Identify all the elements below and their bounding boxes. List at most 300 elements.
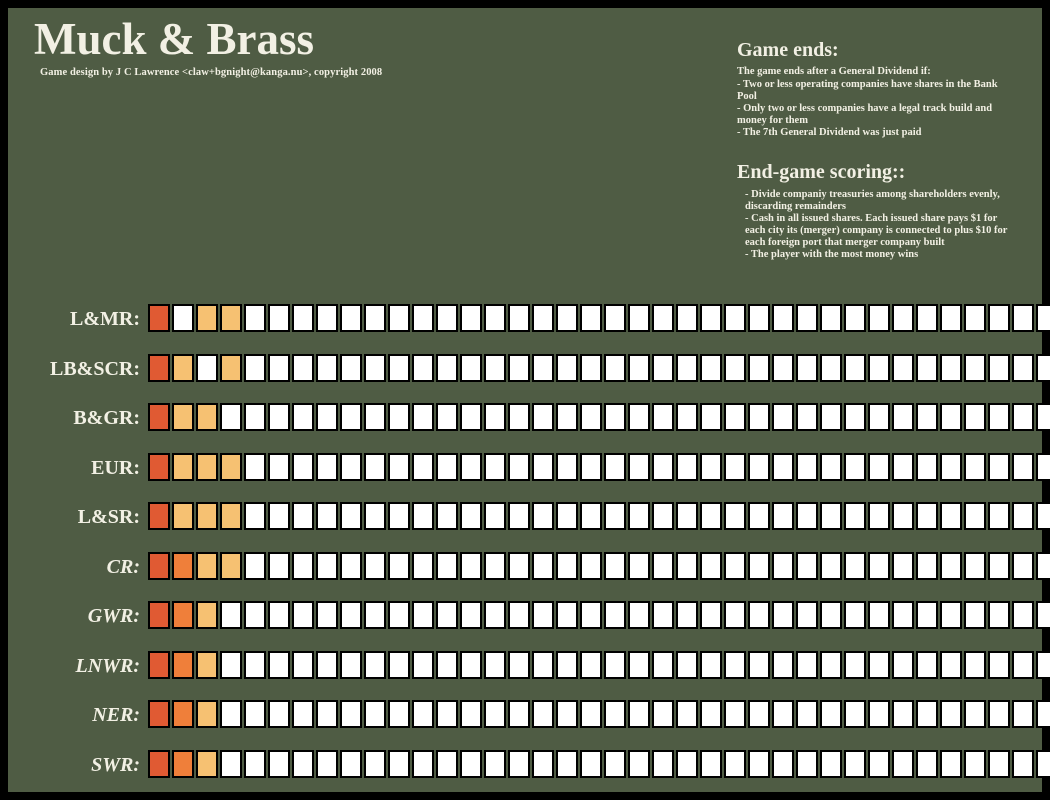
share-cell[interactable] — [436, 354, 458, 382]
share-cell[interactable] — [892, 700, 914, 728]
share-cell[interactable] — [484, 601, 506, 629]
share-cell[interactable] — [772, 354, 794, 382]
share-cell[interactable] — [988, 700, 1010, 728]
share-cell[interactable] — [580, 502, 602, 530]
share-cell[interactable] — [508, 552, 530, 580]
share-cell[interactable] — [940, 354, 962, 382]
share-cell[interactable] — [364, 304, 386, 332]
share-cell[interactable] — [700, 453, 722, 481]
share-cell[interactable] — [484, 750, 506, 778]
share-cell[interactable] — [988, 552, 1010, 580]
share-cell[interactable] — [268, 403, 290, 431]
share-cell[interactable] — [1012, 354, 1034, 382]
share-cell[interactable] — [772, 601, 794, 629]
share-cell[interactable] — [436, 700, 458, 728]
share-cell[interactable] — [292, 403, 314, 431]
share-cell[interactable] — [220, 552, 242, 580]
share-cell[interactable] — [748, 750, 770, 778]
share-cell[interactable] — [748, 403, 770, 431]
share-cell[interactable] — [820, 403, 842, 431]
share-cell[interactable] — [412, 403, 434, 431]
share-cell[interactable] — [628, 651, 650, 679]
share-cell[interactable] — [700, 304, 722, 332]
share-cell[interactable] — [892, 453, 914, 481]
share-cell[interactable] — [868, 453, 890, 481]
share-cell[interactable] — [364, 403, 386, 431]
share-cell[interactable] — [292, 700, 314, 728]
share-cell[interactable] — [820, 750, 842, 778]
share-cell[interactable] — [676, 601, 698, 629]
share-cell[interactable] — [460, 403, 482, 431]
share-cell[interactable] — [244, 304, 266, 332]
share-cell[interactable] — [580, 552, 602, 580]
share-cell[interactable] — [220, 700, 242, 728]
share-cell[interactable] — [628, 552, 650, 580]
share-cell[interactable] — [844, 304, 866, 332]
share-cell[interactable] — [844, 651, 866, 679]
share-cell[interactable] — [340, 403, 362, 431]
share-cell[interactable] — [892, 750, 914, 778]
share-cell[interactable] — [916, 453, 938, 481]
share-cell[interactable] — [148, 502, 170, 530]
share-cell[interactable] — [628, 453, 650, 481]
share-cell[interactable] — [316, 552, 338, 580]
share-cell[interactable] — [196, 502, 218, 530]
share-cell[interactable] — [700, 651, 722, 679]
share-cell[interactable] — [1036, 700, 1050, 728]
share-cell[interactable] — [964, 750, 986, 778]
share-cell[interactable] — [340, 502, 362, 530]
share-cell[interactable] — [724, 700, 746, 728]
share-cell[interactable] — [412, 502, 434, 530]
share-cell[interactable] — [364, 354, 386, 382]
share-cell[interactable] — [652, 750, 674, 778]
share-cell[interactable] — [724, 651, 746, 679]
share-cell[interactable] — [892, 502, 914, 530]
share-cell[interactable] — [628, 403, 650, 431]
share-cell[interactable] — [676, 552, 698, 580]
share-cell[interactable] — [436, 651, 458, 679]
share-cell[interactable] — [388, 651, 410, 679]
share-cell[interactable] — [700, 552, 722, 580]
share-cell[interactable] — [292, 651, 314, 679]
share-cell[interactable] — [724, 601, 746, 629]
share-cell[interactable] — [652, 354, 674, 382]
share-cell[interactable] — [580, 750, 602, 778]
share-cell[interactable] — [652, 502, 674, 530]
share-cell[interactable] — [868, 651, 890, 679]
share-cell[interactable] — [868, 700, 890, 728]
share-cell[interactable] — [652, 601, 674, 629]
share-cell[interactable] — [1012, 502, 1034, 530]
share-cell[interactable] — [292, 453, 314, 481]
share-cell[interactable] — [604, 750, 626, 778]
share-cell[interactable] — [268, 453, 290, 481]
share-cell[interactable] — [388, 403, 410, 431]
share-cell[interactable] — [676, 502, 698, 530]
share-cell[interactable] — [964, 651, 986, 679]
share-cell[interactable] — [412, 304, 434, 332]
share-cell[interactable] — [196, 304, 218, 332]
share-cell[interactable] — [340, 354, 362, 382]
share-cell[interactable] — [1036, 304, 1050, 332]
share-cell[interactable] — [460, 453, 482, 481]
share-cell[interactable] — [292, 354, 314, 382]
share-cell[interactable] — [940, 304, 962, 332]
share-cell[interactable] — [532, 552, 554, 580]
share-cell[interactable] — [748, 502, 770, 530]
share-cell[interactable] — [676, 750, 698, 778]
share-cell[interactable] — [1012, 601, 1034, 629]
share-cell[interactable] — [220, 354, 242, 382]
share-cell[interactable] — [364, 601, 386, 629]
share-cell[interactable] — [652, 552, 674, 580]
share-cell[interactable] — [436, 403, 458, 431]
share-cell[interactable] — [220, 651, 242, 679]
share-cell[interactable] — [1036, 552, 1050, 580]
share-cell[interactable] — [340, 552, 362, 580]
share-cell[interactable] — [1012, 552, 1034, 580]
share-cell[interactable] — [436, 304, 458, 332]
share-cell[interactable] — [244, 552, 266, 580]
share-cell[interactable] — [412, 700, 434, 728]
share-cell[interactable] — [988, 651, 1010, 679]
share-cell[interactable] — [412, 601, 434, 629]
share-cell[interactable] — [676, 651, 698, 679]
share-cell[interactable] — [604, 651, 626, 679]
share-cell[interactable] — [508, 403, 530, 431]
share-cell[interactable] — [364, 552, 386, 580]
share-cell[interactable] — [316, 651, 338, 679]
share-cell[interactable] — [1036, 453, 1050, 481]
share-cell[interactable] — [892, 601, 914, 629]
share-cell[interactable] — [748, 552, 770, 580]
share-cell[interactable] — [1036, 502, 1050, 530]
share-cell[interactable] — [148, 304, 170, 332]
share-cell[interactable] — [1012, 403, 1034, 431]
share-cell[interactable] — [820, 453, 842, 481]
share-cell[interactable] — [796, 502, 818, 530]
share-cell[interactable] — [796, 601, 818, 629]
share-cell[interactable] — [460, 601, 482, 629]
share-cell[interactable] — [676, 403, 698, 431]
share-cell[interactable] — [556, 750, 578, 778]
share-cell[interactable] — [148, 651, 170, 679]
share-cell[interactable] — [460, 552, 482, 580]
share-cell[interactable] — [172, 750, 194, 778]
share-cell[interactable] — [388, 502, 410, 530]
share-cell[interactable] — [748, 304, 770, 332]
share-cell[interactable] — [460, 354, 482, 382]
share-cell[interactable] — [604, 453, 626, 481]
share-cell[interactable] — [700, 750, 722, 778]
share-cell[interactable] — [580, 651, 602, 679]
share-cell[interactable] — [892, 403, 914, 431]
share-cell[interactable] — [652, 651, 674, 679]
share-cell[interactable] — [652, 304, 674, 332]
share-cell[interactable] — [844, 354, 866, 382]
share-cell[interactable] — [172, 552, 194, 580]
share-cell[interactable] — [796, 700, 818, 728]
share-cell[interactable] — [868, 601, 890, 629]
share-cell[interactable] — [940, 403, 962, 431]
share-cell[interactable] — [892, 552, 914, 580]
share-cell[interactable] — [172, 403, 194, 431]
share-cell[interactable] — [892, 354, 914, 382]
share-cell[interactable] — [388, 304, 410, 332]
share-cell[interactable] — [892, 651, 914, 679]
share-cell[interactable] — [436, 552, 458, 580]
share-cell[interactable] — [172, 601, 194, 629]
share-cell[interactable] — [700, 403, 722, 431]
share-cell[interactable] — [556, 453, 578, 481]
share-cell[interactable] — [916, 304, 938, 332]
share-cell[interactable] — [628, 601, 650, 629]
share-cell[interactable] — [220, 403, 242, 431]
share-cell[interactable] — [676, 700, 698, 728]
share-cell[interactable] — [724, 403, 746, 431]
share-cell[interactable] — [628, 750, 650, 778]
share-cell[interactable] — [244, 354, 266, 382]
share-cell[interactable] — [940, 700, 962, 728]
share-cell[interactable] — [484, 700, 506, 728]
share-cell[interactable] — [220, 601, 242, 629]
share-cell[interactable] — [748, 700, 770, 728]
share-cell[interactable] — [844, 750, 866, 778]
share-cell[interactable] — [820, 601, 842, 629]
share-cell[interactable] — [484, 651, 506, 679]
share-cell[interactable] — [844, 700, 866, 728]
share-cell[interactable] — [772, 453, 794, 481]
share-cell[interactable] — [244, 651, 266, 679]
share-cell[interactable] — [748, 354, 770, 382]
share-cell[interactable] — [748, 651, 770, 679]
share-cell[interactable] — [532, 601, 554, 629]
share-cell[interactable] — [580, 403, 602, 431]
share-cell[interactable] — [724, 552, 746, 580]
share-cell[interactable] — [532, 502, 554, 530]
share-cell[interactable] — [196, 601, 218, 629]
share-cell[interactable] — [292, 304, 314, 332]
share-cell[interactable] — [796, 304, 818, 332]
share-cell[interactable] — [604, 354, 626, 382]
share-cell[interactable] — [508, 354, 530, 382]
share-cell[interactable] — [964, 601, 986, 629]
share-cell[interactable] — [772, 750, 794, 778]
share-cell[interactable] — [700, 354, 722, 382]
share-cell[interactable] — [940, 552, 962, 580]
share-cell[interactable] — [988, 601, 1010, 629]
share-cell[interactable] — [532, 304, 554, 332]
share-cell[interactable] — [556, 651, 578, 679]
share-cell[interactable] — [316, 750, 338, 778]
share-cell[interactable] — [964, 403, 986, 431]
share-cell[interactable] — [316, 700, 338, 728]
share-cell[interactable] — [628, 700, 650, 728]
share-cell[interactable] — [964, 552, 986, 580]
share-cell[interactable] — [340, 304, 362, 332]
share-cell[interactable] — [172, 453, 194, 481]
share-cell[interactable] — [964, 354, 986, 382]
share-cell[interactable] — [772, 651, 794, 679]
share-cell[interactable] — [916, 552, 938, 580]
share-cell[interactable] — [820, 502, 842, 530]
share-cell[interactable] — [316, 403, 338, 431]
share-cell[interactable] — [148, 601, 170, 629]
share-cell[interactable] — [148, 552, 170, 580]
share-cell[interactable] — [220, 304, 242, 332]
share-cell[interactable] — [532, 453, 554, 481]
share-cell[interactable] — [508, 453, 530, 481]
share-cell[interactable] — [988, 403, 1010, 431]
share-cell[interactable] — [772, 700, 794, 728]
share-cell[interactable] — [916, 750, 938, 778]
share-cell[interactable] — [532, 700, 554, 728]
share-cell[interactable] — [340, 453, 362, 481]
share-cell[interactable] — [148, 750, 170, 778]
share-cell[interactable] — [292, 552, 314, 580]
share-cell[interactable] — [844, 552, 866, 580]
share-cell[interactable] — [988, 453, 1010, 481]
share-cell[interactable] — [580, 354, 602, 382]
share-cell[interactable] — [796, 453, 818, 481]
share-cell[interactable] — [604, 403, 626, 431]
share-cell[interactable] — [340, 700, 362, 728]
share-cell[interactable] — [1036, 601, 1050, 629]
share-cell[interactable] — [964, 304, 986, 332]
share-cell[interactable] — [604, 502, 626, 530]
share-cell[interactable] — [1012, 651, 1034, 679]
share-cell[interactable] — [268, 601, 290, 629]
share-cell[interactable] — [748, 601, 770, 629]
share-cell[interactable] — [844, 502, 866, 530]
share-cell[interactable] — [532, 403, 554, 431]
share-cell[interactable] — [604, 552, 626, 580]
share-cell[interactable] — [700, 601, 722, 629]
share-cell[interactable] — [604, 700, 626, 728]
share-cell[interactable] — [388, 601, 410, 629]
share-cell[interactable] — [388, 750, 410, 778]
share-cell[interactable] — [244, 700, 266, 728]
share-cell[interactable] — [916, 502, 938, 530]
share-cell[interactable] — [244, 453, 266, 481]
share-cell[interactable] — [436, 750, 458, 778]
share-cell[interactable] — [340, 750, 362, 778]
share-cell[interactable] — [916, 601, 938, 629]
share-cell[interactable] — [508, 502, 530, 530]
share-cell[interactable] — [1012, 304, 1034, 332]
share-cell[interactable] — [604, 304, 626, 332]
share-cell[interactable] — [244, 750, 266, 778]
share-cell[interactable] — [244, 601, 266, 629]
share-cell[interactable] — [604, 601, 626, 629]
share-cell[interactable] — [364, 700, 386, 728]
share-cell[interactable] — [388, 552, 410, 580]
share-cell[interactable] — [172, 304, 194, 332]
share-cell[interactable] — [868, 354, 890, 382]
share-cell[interactable] — [724, 453, 746, 481]
share-cell[interactable] — [532, 651, 554, 679]
share-cell[interactable] — [652, 403, 674, 431]
share-cell[interactable] — [196, 354, 218, 382]
share-cell[interactable] — [412, 354, 434, 382]
share-cell[interactable] — [148, 700, 170, 728]
share-cell[interactable] — [508, 700, 530, 728]
share-cell[interactable] — [964, 453, 986, 481]
share-cell[interactable] — [196, 700, 218, 728]
share-cell[interactable] — [316, 453, 338, 481]
share-cell[interactable] — [940, 502, 962, 530]
share-cell[interactable] — [796, 403, 818, 431]
share-cell[interactable] — [796, 651, 818, 679]
share-cell[interactable] — [508, 304, 530, 332]
share-cell[interactable] — [316, 601, 338, 629]
share-cell[interactable] — [268, 502, 290, 530]
share-cell[interactable] — [940, 651, 962, 679]
share-cell[interactable] — [988, 354, 1010, 382]
share-cell[interactable] — [316, 304, 338, 332]
share-cell[interactable] — [196, 651, 218, 679]
share-cell[interactable] — [868, 750, 890, 778]
share-cell[interactable] — [220, 502, 242, 530]
share-cell[interactable] — [940, 750, 962, 778]
share-cell[interactable] — [580, 700, 602, 728]
share-cell[interactable] — [196, 552, 218, 580]
share-cell[interactable] — [172, 651, 194, 679]
share-cell[interactable] — [724, 354, 746, 382]
share-cell[interactable] — [388, 354, 410, 382]
share-cell[interactable] — [436, 502, 458, 530]
share-cell[interactable] — [292, 750, 314, 778]
share-cell[interactable] — [700, 700, 722, 728]
share-cell[interactable] — [580, 453, 602, 481]
share-cell[interactable] — [244, 502, 266, 530]
share-cell[interactable] — [316, 502, 338, 530]
share-cell[interactable] — [460, 750, 482, 778]
share-cell[interactable] — [220, 750, 242, 778]
share-cell[interactable] — [436, 601, 458, 629]
share-cell[interactable] — [268, 552, 290, 580]
share-cell[interactable] — [676, 304, 698, 332]
share-cell[interactable] — [820, 552, 842, 580]
share-cell[interactable] — [556, 354, 578, 382]
share-cell[interactable] — [268, 304, 290, 332]
share-cell[interactable] — [940, 601, 962, 629]
share-cell[interactable] — [868, 304, 890, 332]
share-cell[interactable] — [1036, 750, 1050, 778]
share-cell[interactable] — [148, 354, 170, 382]
share-cell[interactable] — [460, 304, 482, 332]
share-cell[interactable] — [436, 453, 458, 481]
share-cell[interactable] — [652, 700, 674, 728]
share-cell[interactable] — [556, 552, 578, 580]
share-cell[interactable] — [508, 651, 530, 679]
share-cell[interactable] — [556, 502, 578, 530]
share-cell[interactable] — [796, 750, 818, 778]
share-cell[interactable] — [244, 403, 266, 431]
share-cell[interactable] — [964, 502, 986, 530]
share-cell[interactable] — [172, 502, 194, 530]
share-cell[interactable] — [820, 651, 842, 679]
share-cell[interactable] — [1012, 453, 1034, 481]
share-cell[interactable] — [892, 304, 914, 332]
share-cell[interactable] — [364, 453, 386, 481]
share-cell[interactable] — [484, 552, 506, 580]
share-cell[interactable] — [724, 750, 746, 778]
share-cell[interactable] — [292, 502, 314, 530]
share-cell[interactable] — [484, 354, 506, 382]
share-cell[interactable] — [508, 750, 530, 778]
